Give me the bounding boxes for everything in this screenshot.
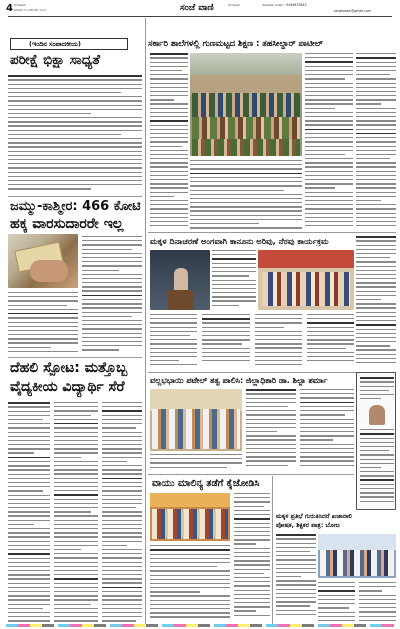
vayu-event-photo-banner (150, 493, 230, 507)
talent-body-2 (318, 582, 396, 624)
top-headline: ಸರ್ಕಾರಿ ಶಾಲೆಗಳಲ್ಲಿ ಗುಣಮಟ್ಟದ ಶಿಕ್ಷಣ : ತಹಸೀಲ್ದಾರ್ ಪಾಟೀಲ್ (148, 38, 323, 48)
students-photo-wall (190, 75, 302, 95)
ceremony-photo-left (150, 250, 210, 310)
vayu-event-photo (150, 493, 230, 541)
talent-event-photo-stage (318, 534, 396, 550)
money-photo-hand (30, 260, 68, 282)
mid-story-body-2 (150, 314, 354, 368)
patel-body-3 (150, 454, 242, 471)
bottom-right-divider (272, 476, 273, 624)
page-number: 4 (6, 3, 13, 14)
mid-story-body-1 (212, 250, 256, 310)
talent-body-1 (276, 534, 316, 624)
students-photo (190, 53, 302, 156)
story3-headline-1: ದೆಹಲಿ ಸ್ಪೋಟ: ಮತ್ತೊಬ್ಬ (10, 360, 128, 376)
masthead-left-meta-2: ಶನಿವಾರ ೧೪ ನವೆಂಬರ್ ೨೦೨೦ (14, 8, 47, 12)
bottom-headline-1: ಮಕ್ಕಳ ಪ್ರತಿಭೆ ಗುರುತಿಸಿದರೆ ಖಜಾನಾಲಿ (276, 513, 353, 520)
students-photo-row3 (192, 139, 300, 156)
masthead (0, 0, 400, 40)
masthead-right-meta-2: ಜಾಹೀರಾತು ಸಂಪರ್ಕ : 9449873643 (262, 3, 307, 7)
talent-event-photo-people (320, 550, 394, 576)
students-photo-row1 (192, 93, 300, 117)
top-story-body-left (150, 53, 188, 231)
registration-strip (6, 624, 394, 627)
story2-body-left (8, 292, 78, 355)
patel-event-photo-crowd (152, 409, 240, 449)
masthead-rule (8, 16, 392, 17)
left-divider-2 (8, 357, 142, 358)
editorial-kicker: (ಇಂದಿನ ಸಂಪಾದಕೀಯ) (29, 40, 81, 48)
story2-body-right (82, 236, 142, 356)
top-story-body-under-photo (190, 160, 302, 230)
story3-body-col1 (8, 402, 50, 624)
editorial-kicker-box (10, 38, 128, 50)
mid-headline: ಮಕ್ಕಳ ದಿನಾಚರಣೆ ಅಂಗವಾಗಿ ಕಾನೂನು ಅರಿವು, ನೆರವು ಕಾರ್ಯಕ್ರಮ (150, 236, 329, 246)
patel-headline: ವಲ್ಲಭಭಾಯಿ ಪಟೇಲ್ ತತ್ವ ಪಾಲಿಸಿ: ಜಿಲ್ಲಾಧಿಕಾರಿ ಡಾ. ಶಿಲ್ಪಾ ಶರ್ಮಾ (150, 376, 328, 385)
patel-body-1 (246, 389, 296, 471)
side-ad-text-bottom (360, 429, 394, 507)
side-ad-box (356, 372, 396, 510)
ceremony-photo-right-people (262, 272, 350, 306)
mid-story-body-right (356, 236, 396, 368)
ceremony-photo-right (258, 250, 354, 310)
editorial-body (8, 75, 142, 195)
main-column-divider (145, 18, 146, 624)
bottom-headline-2: ಪೋಷಕ, ಶಿಕ್ಷಕರ ಪಾತ್ರ: ಬೋಜ (276, 522, 340, 529)
story2-headline-2: ಹಕ್ಕ ವಾರಸುದಾರರೇ ಇಲ್ಲ (10, 216, 124, 232)
talent-event-photo (318, 534, 396, 578)
story2-headline-1: ಜಮ್ಮು-ಕಾಶ್ಮೀರ: 466 ಕೋಟಿ (10, 199, 141, 214)
masthead-right-meta-3: sanjevaani@gmail.com (334, 9, 372, 13)
editorial-headline: ಪರೀಕ್ಷೆ ಭಿಕ್ಷಾ ಸಾಧ್ಯತೆ (10, 52, 100, 68)
patel-event-photo (150, 389, 242, 451)
patel-body-2 (300, 389, 354, 471)
ceremony-photo-right-banner (258, 250, 354, 268)
right-divider-3 (148, 474, 354, 475)
vayu-body-2 (234, 493, 270, 623)
side-ad-portrait (369, 405, 385, 425)
vayu-headline: ವಾಯು ಮಾಲಿನ್ಯ ತಡೆಗೆ ಕೈಜೋಡಿಸಿ (152, 478, 260, 489)
story3-body-col3 (102, 402, 142, 624)
money-photo (8, 234, 78, 288)
vayu-body-1 (150, 545, 230, 623)
patel-event-photo-backdrop (150, 389, 242, 411)
masthead-title: ಸಂಜೆ ವಾಣಿ (180, 3, 214, 13)
top-story-body-right (305, 53, 353, 231)
students-photo-row2 (192, 117, 300, 139)
masthead-right-meta-1: ಬೆಂಗಳೂರು (228, 3, 240, 7)
ceremony-photo-left-podium (168, 290, 194, 310)
left-divider-1 (8, 196, 142, 197)
vayu-event-photo-people (152, 509, 228, 539)
story3-headline-2: ವೈದ್ಯಕೀಯ ವಿದ್ಯಾರ್ಥಿ ಸೆರೆ (10, 379, 125, 395)
top-story-body-far-right (356, 53, 396, 231)
story3-body-col2 (54, 402, 98, 624)
right-divider-1 (148, 232, 396, 233)
masthead-left-meta-1: ಬೆಂಗಳೂರು (14, 3, 26, 7)
side-ad-text-top (360, 377, 394, 403)
